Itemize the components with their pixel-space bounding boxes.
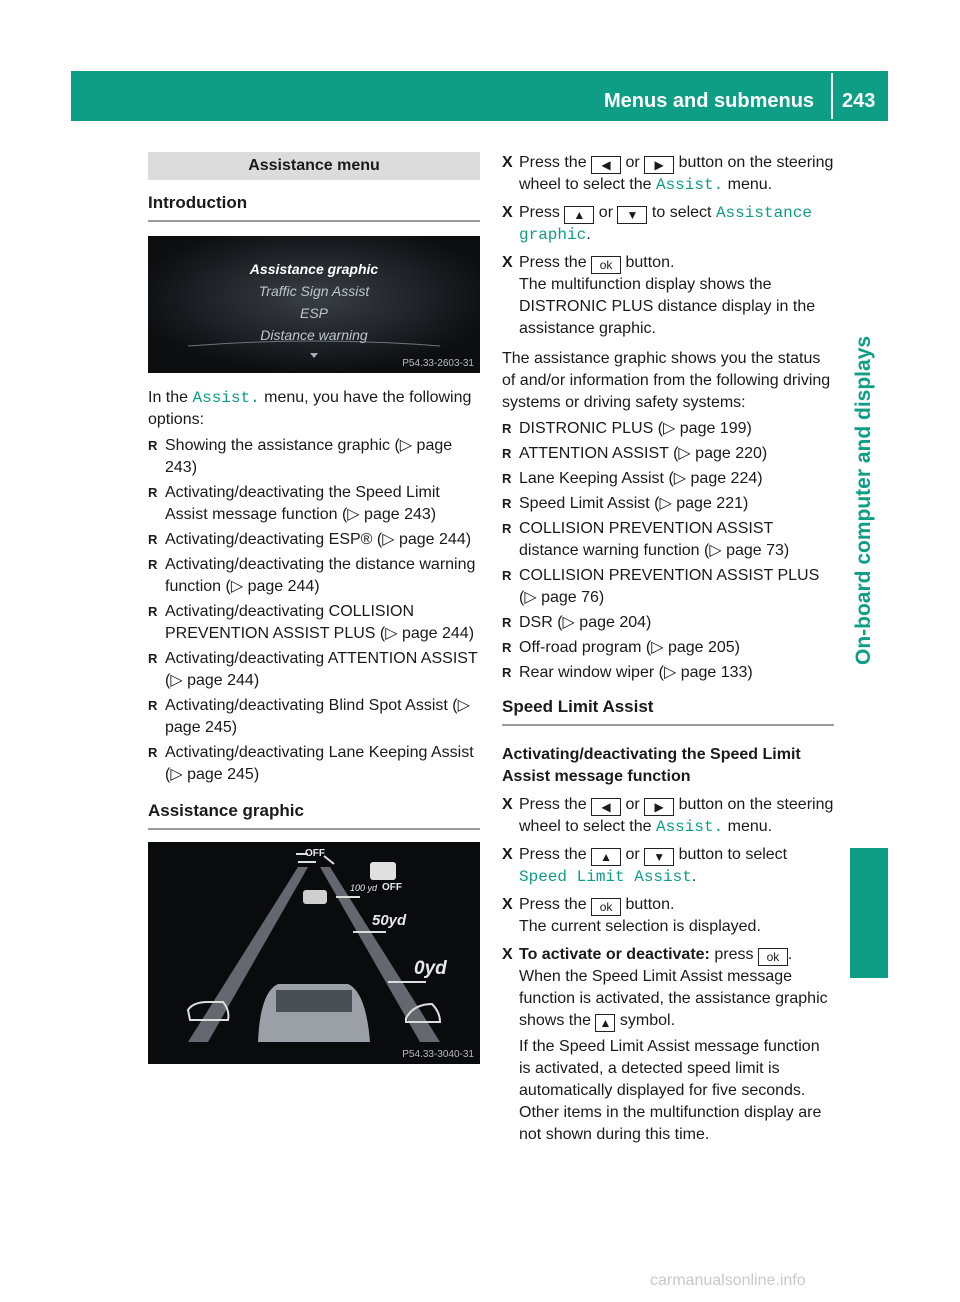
list-item: R Activating/deactivating the distance warning function (▷ page 244) (148, 556, 476, 595)
list-item: R Activating/deactivating the Speed Limit Assist message function (▷ page 243) (148, 484, 440, 523)
ok-icon: ok (591, 256, 621, 274)
right-arrow-icon: ▶ (644, 156, 674, 174)
menu-item: ESP (299, 305, 328, 321)
step: X To activate or deactivate: press ok . When the Speed Limit Assist message function is activated, the assistance graphic shows the ▲ symbol. If the Speed Limit Assist message function is activated, a detected speed limit is automatically displayed for five seconds. Other items in the multifunction display are not shown during this time. (502, 946, 828, 1143)
step: X Press the ◀ or ▶ button on the steering wheel to select the Assist. menu. (502, 154, 834, 194)
off-label-2: OFF (382, 882, 402, 893)
list-item: R Activating/deactivating ESP® (▷ page 244) (148, 531, 472, 548)
list-item: R Lane Keeping Assist (▷ page 224) (502, 470, 763, 487)
right-arrow-icon: ▶ (644, 798, 674, 816)
list-item: R Activating/deactivating Lane Keeping Assist (▷ page 245) (148, 744, 474, 783)
step: X Press the ◀ or ▶ button on the steering wheel to select the Assist. menu. (502, 796, 834, 836)
options-list (148, 435, 480, 786)
section-band: Assistance menu (148, 152, 480, 180)
list-item: R Activating/deactivating COLLISION PREVENTION ASSIST PLUS (▷ page 244) (148, 603, 475, 642)
list-item: R Rear window wiper (▷ page 133) (502, 664, 753, 681)
up-arrow-icon: ▲ (591, 848, 621, 866)
ok-icon: ok (758, 948, 788, 966)
list-item: R DISTRONIC PLUS (▷ page 199) (502, 420, 752, 437)
left-arrow-icon: ◀ (591, 798, 621, 816)
list-item: R Activating/deactivating Blind Spot Assist (▷ page 245) (148, 697, 470, 736)
assistance-graphic-figure (148, 842, 480, 1064)
footer-watermark: carmanualsonline.info (650, 1272, 806, 1289)
step: X Press the ok button. The multifunction display shows the DISTRONIC PLUS distance display in the assistance graphic. (502, 254, 816, 337)
ok-icon: ok (591, 898, 621, 916)
list-item: R Showing the assistance graphic (▷ page 243) (148, 437, 453, 476)
down-arrow-icon: ▼ (617, 206, 647, 224)
left-column (148, 152, 480, 1064)
list-item: R ATTENTION ASSIST (▷ page 220) (502, 445, 768, 462)
list-item: R COLLISION PREVENTION ASSIST distance warning function (▷ page 73) (502, 520, 790, 559)
list-item: R DSR (▷ page 204) (502, 614, 652, 631)
assistance-graphic-heading: Assistance graphic (148, 800, 480, 830)
side-tab (838, 160, 888, 680)
up-arrow-icon: ▲ (564, 206, 594, 224)
systems-intro: The assistance graphic shows you the status of and/or information from the following driving systems or driving safety systems: (502, 350, 831, 411)
activation-heading: Activating/deactivating the Speed Limit Assist message function (502, 746, 801, 785)
step: X Press the ok button. The current selection is displayed. (502, 896, 761, 935)
right-column (502, 152, 834, 1146)
list-item: R Activating/deactivating ATTENTION ASSIST (▷ page 244) (148, 650, 478, 689)
off-label-1: OFF (305, 848, 325, 859)
introduction-heading: Introduction (148, 192, 480, 222)
list-item: R Off-road program (▷ page 205) (502, 639, 741, 656)
side-marker (850, 848, 888, 978)
figure-menu-list (148, 258, 480, 346)
header-title: Menus and submenus (604, 90, 815, 112)
distance-0: 0yd (414, 958, 447, 979)
menu-item: Assistance graphic (249, 261, 379, 277)
menu-ref: Assist. (192, 389, 260, 407)
intro-text: In the Assist. menu, you have the following options: (148, 389, 472, 428)
assistance-graphic-drawing (148, 842, 480, 1064)
header-divider (831, 73, 833, 119)
assistance-menu-figure (148, 236, 480, 373)
systems-list (502, 418, 834, 684)
list-item: R COLLISION PREVENTION ASSIST PLUS (▷ page 76) (502, 567, 820, 606)
down-arrow-icon: ▼ (644, 848, 674, 866)
step: X Press ▲ or ▼ to select Assistance graphic. (502, 204, 812, 244)
distance-100: 100 yd (350, 883, 378, 893)
menu-item: Distance warning (260, 327, 368, 343)
left-arrow-icon: ◀ (591, 156, 621, 174)
page-number: 243 (842, 90, 876, 112)
list-item: R Speed Limit Assist (▷ page 221) (502, 495, 749, 512)
side-tab-label: On-board computer and displays (852, 335, 875, 665)
car-sign-icon: ▲ (595, 1014, 615, 1032)
figure-code: P54.33-2603-31 (402, 358, 474, 369)
distance-50: 50yd (372, 912, 407, 929)
speed-limit-heading: Speed Limit Assist (502, 696, 834, 726)
step: X Press the ▲ or ▼ button to select Speed Limit Assist. (502, 846, 788, 886)
figure-code: P54.33-3040-31 (402, 1049, 474, 1060)
menu-item: Traffic Sign Assist (258, 283, 370, 299)
